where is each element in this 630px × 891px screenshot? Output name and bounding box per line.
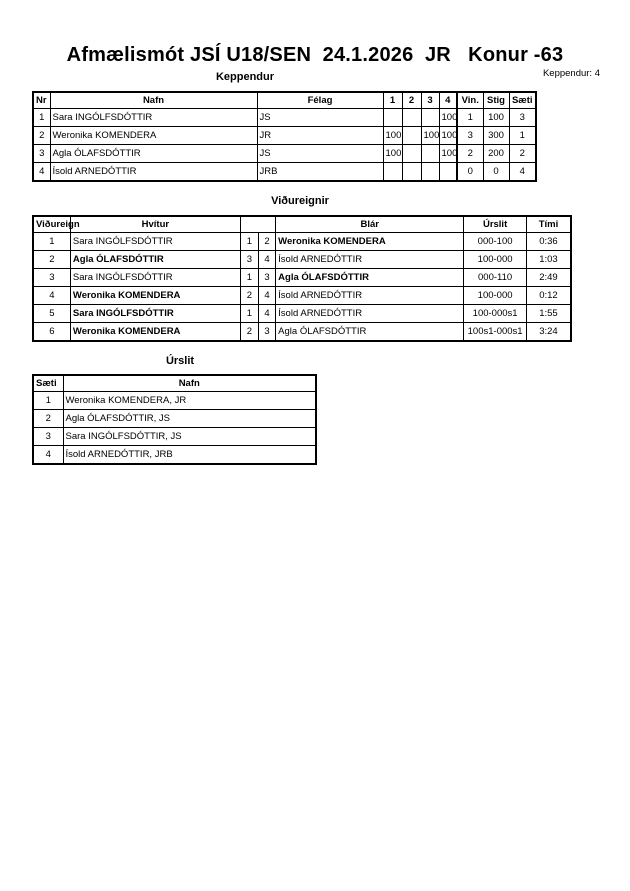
result-row xyxy=(33,446,316,465)
blue-fighter: Ísold ARNEDÓTTIR xyxy=(276,251,464,269)
round-2-score xyxy=(402,127,421,145)
match-result: 100-000s1 xyxy=(464,305,527,323)
result-row xyxy=(33,410,316,428)
match-time: 0:12 xyxy=(526,287,571,305)
competitor-nr: 1 xyxy=(33,109,50,127)
competitor-club: JRB xyxy=(257,163,383,182)
round-1-score xyxy=(383,109,402,127)
round-1-score: 100 xyxy=(383,145,402,163)
result-name: Sara INGÓLFSDÓTTIR, JS xyxy=(63,428,316,446)
col-header-hvitur: Hvítur xyxy=(70,216,240,233)
points: 100 xyxy=(483,109,509,127)
col-header-stig: Stig xyxy=(483,92,509,109)
white-fighter-nr: 3 xyxy=(240,251,258,269)
wins-count: 1 xyxy=(457,109,483,127)
match-time: 3:24 xyxy=(526,323,571,342)
round-3-score: 100 xyxy=(421,127,439,145)
page-title: Afmælismót JSÍ U18/SEN 24.1.2026 JR Konur -63 xyxy=(66,44,564,66)
result-row xyxy=(33,392,316,410)
competitor-name: Sara INGÓLFSDÓTTIR xyxy=(50,109,257,127)
round-3-score xyxy=(421,109,439,127)
round-2-score xyxy=(402,163,421,182)
blue-fighter-nr: 4 xyxy=(258,305,275,323)
white-fighter: Sara INGÓLFSDÓTTIR xyxy=(70,233,240,251)
match-nr: 4 xyxy=(33,287,70,305)
round-1-score: 100 xyxy=(383,127,402,145)
col-header-nafn: Nafn xyxy=(63,375,316,392)
round-2-score xyxy=(402,145,421,163)
white-fighter-nr: 1 xyxy=(240,233,258,251)
blue-fighter-nr: 4 xyxy=(258,287,275,305)
round-2-score xyxy=(402,109,421,127)
result-name: Agla ÓLAFSDÓTTIR, JS xyxy=(63,410,316,428)
round-1-score xyxy=(383,163,402,182)
result-name: Ísold ARNEDÓTTIR, JRB xyxy=(63,446,316,465)
col-header-felag: Félag xyxy=(257,92,383,109)
col-header-saeti: Sæti xyxy=(509,92,536,109)
match-time: 0:36 xyxy=(526,233,571,251)
blue-fighter: Agla ÓLAFSDÓTTIR xyxy=(276,269,464,287)
result-placement: 3 xyxy=(33,428,63,446)
white-fighter: Weronika KOMENDERA xyxy=(70,287,240,305)
blue-fighter: Weronika KOMENDERA xyxy=(276,233,464,251)
wins-count: 0 xyxy=(457,163,483,182)
keppendur-row xyxy=(33,109,536,127)
match-nr: 1 xyxy=(33,233,70,251)
result-placement: 2 xyxy=(33,410,63,428)
keppendur-header-row xyxy=(33,92,536,109)
match-nr: 6 xyxy=(33,323,70,342)
match-time: 2:49 xyxy=(526,269,571,287)
match-result: 100-000 xyxy=(464,287,527,305)
competitor-club: JS xyxy=(257,145,383,163)
blue-fighter-nr: 3 xyxy=(258,323,275,342)
col-header-round-2: 2 xyxy=(402,92,421,109)
col-header-blar: Blár xyxy=(276,216,464,233)
competitor-name: Weronika KOMENDERA xyxy=(50,127,257,145)
keppendur-row xyxy=(33,163,536,182)
white-fighter: Sara INGÓLFSDÓTTIR xyxy=(70,305,240,323)
points: 200 xyxy=(483,145,509,163)
match-result: 000-100 xyxy=(464,233,527,251)
blue-fighter: Agla ÓLAFSDÓTTIR xyxy=(276,323,464,342)
col-header-round-3: 3 xyxy=(421,92,439,109)
match-nr: 3 xyxy=(33,269,70,287)
competitor-club: JR xyxy=(257,127,383,145)
white-fighter-nr: 2 xyxy=(240,323,258,342)
col-header-urslit: Úrslit xyxy=(464,216,527,233)
vidureignir-header-row xyxy=(33,216,571,233)
wins-count: 3 xyxy=(457,127,483,145)
placement: 4 xyxy=(509,163,536,182)
points: 0 xyxy=(483,163,509,182)
white-fighter: Sara INGÓLFSDÓTTIR xyxy=(70,269,240,287)
placement: 1 xyxy=(509,127,536,145)
points: 300 xyxy=(483,127,509,145)
match-result: 100-000 xyxy=(464,251,527,269)
col-header-spacer xyxy=(240,216,275,233)
white-fighter-nr: 1 xyxy=(240,305,258,323)
result-placement: 1 xyxy=(33,392,63,410)
match-row xyxy=(33,323,571,342)
keppendur-row xyxy=(33,127,536,145)
keppendur-row xyxy=(33,145,536,163)
section-title-keppendur: Keppendur xyxy=(215,71,275,83)
col-header-nr: Nr xyxy=(33,92,50,109)
col-header-round-1: 1 xyxy=(383,92,402,109)
competitor-club: JS xyxy=(257,109,383,127)
round-3-score xyxy=(421,145,439,163)
blue-fighter-nr: 4 xyxy=(258,251,275,269)
vidureignir-table xyxy=(32,215,572,342)
white-fighter-nr: 1 xyxy=(240,269,258,287)
round-3-score xyxy=(421,163,439,182)
result-placement: 4 xyxy=(33,446,63,465)
match-row xyxy=(33,251,571,269)
round-4-score: 100 xyxy=(439,127,457,145)
keppendur-table xyxy=(32,91,537,182)
competitor-nr: 3 xyxy=(33,145,50,163)
urslit-table xyxy=(32,374,317,465)
match-time: 1:03 xyxy=(526,251,571,269)
blue-fighter-nr: 3 xyxy=(258,269,275,287)
section-title-vidureignir: Viðureignir xyxy=(271,195,329,207)
col-header-vin: Vin. xyxy=(457,92,483,109)
competitor-count: Keppendur: 4 xyxy=(542,68,600,79)
round-4-score xyxy=(439,163,457,182)
match-row xyxy=(33,287,571,305)
placement: 3 xyxy=(509,109,536,127)
placement: 2 xyxy=(509,145,536,163)
col-header-vidureign: Viðureign xyxy=(33,216,70,233)
match-row xyxy=(33,233,571,251)
competitor-name: Ísold ARNEDÓTTIR xyxy=(50,163,257,182)
col-header-timi: Tími xyxy=(526,216,571,233)
match-row xyxy=(33,305,571,323)
match-time: 1:55 xyxy=(526,305,571,323)
col-header-round-4: 4 xyxy=(439,92,457,109)
urslit-header-row xyxy=(33,375,316,392)
section-title-urslit: Úrslit xyxy=(165,355,195,367)
blue-fighter: Ísold ARNEDÓTTIR xyxy=(276,287,464,305)
competitor-name: Agla ÓLAFSDÓTTIR xyxy=(50,145,257,163)
col-header-nafn: Nafn xyxy=(50,92,257,109)
match-result: 100s1-000s1 xyxy=(464,323,527,342)
wins-count: 2 xyxy=(457,145,483,163)
col-header-saeti: Sæti xyxy=(33,375,63,392)
blue-fighter-nr: 2 xyxy=(258,233,275,251)
white-fighter-nr: 2 xyxy=(240,287,258,305)
match-row xyxy=(33,269,571,287)
match-result: 000-110 xyxy=(464,269,527,287)
white-fighter: Agla ÓLAFSDÓTTIR xyxy=(70,251,240,269)
result-row xyxy=(33,428,316,446)
round-4-score: 100 xyxy=(439,109,457,127)
match-nr: 2 xyxy=(33,251,70,269)
white-fighter: Weronika KOMENDERA xyxy=(70,323,240,342)
result-name: Weronika KOMENDERA, JR xyxy=(63,392,316,410)
match-nr: 5 xyxy=(33,305,70,323)
blue-fighter: Ísold ARNEDÓTTIR xyxy=(276,305,464,323)
competitor-nr: 2 xyxy=(33,127,50,145)
round-4-score: 100 xyxy=(439,145,457,163)
competitor-nr: 4 xyxy=(33,163,50,182)
